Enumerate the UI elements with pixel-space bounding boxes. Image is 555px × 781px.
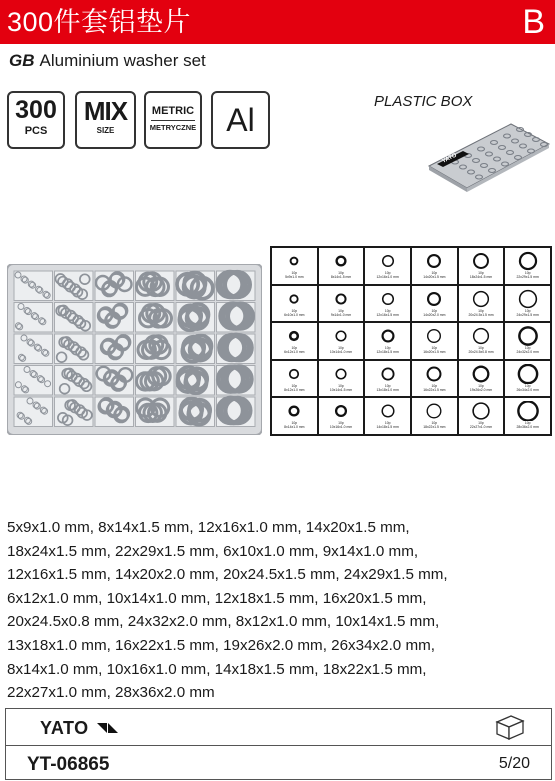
washer-icon bbox=[506, 251, 550, 271]
cell-quantity: 10p bbox=[291, 421, 298, 426]
size-chart-cell bbox=[412, 398, 457, 434]
cell-quantity: 10p bbox=[524, 271, 531, 275]
cell-quantity: 10p bbox=[338, 308, 344, 313]
size-chart-cell bbox=[412, 248, 457, 284]
size-chart-cell bbox=[272, 361, 317, 397]
cell-quantity: 10p bbox=[478, 346, 484, 351]
cell-size-label: 8x14x1.5 mm bbox=[330, 275, 352, 279]
cell-quantity: 10p bbox=[478, 383, 484, 388]
cell-quantity: 10p bbox=[338, 421, 344, 426]
cell-size-label: 16x22x1.5 mm bbox=[423, 387, 446, 392]
description-line: 5x9x1.0 mm, 8x14x1.5 mm, 12x16x1.0 mm, 14x20x1.5 mm, bbox=[7, 519, 410, 536]
cell-quantity: 10p bbox=[431, 383, 438, 388]
size-chart-cell bbox=[459, 248, 504, 284]
cell-quantity: 10p bbox=[338, 271, 344, 275]
cell-quantity: 10p bbox=[291, 346, 298, 351]
cell-size-label: 8x14x1.0 mm bbox=[284, 425, 305, 430]
description-line: 8x14x1.0 mm, 10x16x1.0 mm, 14x18x1.5 mm, 18x22x1.5 mm, bbox=[7, 660, 427, 678]
cell-size-label: 26x34x2.0 mm bbox=[516, 387, 539, 392]
washer-icon bbox=[506, 401, 550, 421]
plastic-box-label: PLASTIC BOX bbox=[374, 93, 473, 110]
washer-icon bbox=[272, 289, 316, 309]
washer-icon bbox=[459, 401, 503, 421]
cell-size-label: 24x29x1.5 mm bbox=[516, 312, 539, 317]
washer-icon bbox=[412, 401, 456, 421]
cell-size-label: 28x36x2.0 mm bbox=[516, 425, 539, 430]
cell-size-label: 14x20x1.5 mm bbox=[423, 275, 446, 279]
brand-name: YATO bbox=[40, 718, 89, 738]
description-line: 18x24x1.5 mm, 22x29x1.5 mm, 6x10x1.0 mm, 9x14x1.0 mm, bbox=[7, 542, 419, 560]
size-chart-cell bbox=[365, 286, 410, 322]
cell-size-label: 16x20x1.5 mm bbox=[423, 350, 446, 355]
description-line: 22x27x1.0 mm, 28x36x2.0 mm bbox=[7, 684, 215, 702]
plastic-box-image bbox=[425, 118, 553, 192]
size-chart-grid bbox=[272, 248, 550, 434]
badge-metric-divider bbox=[151, 120, 195, 121]
cell-size-label: 10x14x1.5 mm bbox=[329, 387, 353, 392]
size-chart-cell bbox=[365, 398, 410, 434]
cell-quantity: 10p bbox=[478, 308, 484, 313]
page-number: 5/20 bbox=[498, 755, 530, 772]
washer-icon bbox=[506, 326, 550, 346]
cell-size-label: 10x14x1.0 mm bbox=[329, 350, 353, 355]
badge-metric-top: METRIC bbox=[151, 105, 195, 117]
cell-size-label: 20x24.5x1.5 mm bbox=[468, 312, 494, 317]
washer-icon bbox=[412, 289, 456, 309]
badge-mix-main: MIX bbox=[83, 96, 128, 126]
size-chart bbox=[270, 246, 552, 436]
language-code: GB bbox=[9, 51, 35, 70]
cell-quantity: 10p bbox=[384, 383, 391, 388]
cell-quantity: 10p bbox=[338, 383, 344, 388]
box-icon bbox=[495, 714, 525, 740]
cell-size-label: 14x18x1.5 mm bbox=[376, 425, 399, 430]
washer-icon bbox=[459, 251, 503, 271]
tray-compartment bbox=[14, 303, 53, 333]
cell-quantity: 10p bbox=[384, 346, 391, 351]
washer-icon bbox=[319, 401, 363, 421]
badge-metric bbox=[144, 91, 202, 149]
washer-icon bbox=[366, 364, 410, 384]
size-chart-cell bbox=[505, 398, 550, 434]
plastic-box-brand: YATO bbox=[441, 152, 458, 165]
cell-size-label: 9x14x1.0 mm bbox=[330, 312, 352, 317]
cell-size-label: 14x20x2.0 mm bbox=[423, 312, 446, 317]
badge-quantity-value: 300 bbox=[15, 96, 57, 124]
size-chart-cell bbox=[319, 361, 364, 397]
size-chart-cell bbox=[272, 323, 317, 359]
cell-quantity: 10p bbox=[478, 421, 484, 426]
cell-quantity: 10p bbox=[431, 271, 438, 275]
size-chart-cell bbox=[412, 361, 457, 397]
cell-quantity: 10p bbox=[431, 346, 438, 351]
washer-icon bbox=[272, 251, 316, 271]
cell-size-label: 10x16x1.0 mm bbox=[329, 425, 353, 430]
size-chart-cell bbox=[505, 323, 550, 359]
size-chart-cell bbox=[459, 398, 504, 434]
badge-metric-bottom: METRYCZNE bbox=[149, 123, 197, 132]
badge-quantity-unit: PCS bbox=[24, 125, 48, 137]
size-chart-cell bbox=[459, 361, 504, 397]
washer-icon bbox=[272, 326, 316, 346]
cell-size-label: 12x18x1.5 mm bbox=[376, 350, 399, 355]
washer-icon bbox=[366, 326, 410, 346]
size-chart-cell bbox=[319, 248, 364, 284]
size-chart-cell bbox=[365, 323, 410, 359]
washer-icon bbox=[412, 251, 456, 271]
tray-compartment bbox=[14, 366, 53, 396]
washer-icon bbox=[319, 326, 363, 346]
washer-icon bbox=[459, 364, 503, 384]
cell-quantity: 10p bbox=[431, 308, 438, 313]
cell-size-label: 18x24x1.5 mm bbox=[469, 275, 493, 279]
cell-size-label: 22x27x1.0 mm bbox=[469, 425, 493, 430]
size-chart-cell bbox=[272, 398, 317, 434]
washer-icon bbox=[366, 251, 410, 271]
badge-mix bbox=[75, 91, 136, 149]
size-chart-cell bbox=[272, 286, 317, 322]
cell-quantity: 10p bbox=[478, 271, 484, 275]
cell-size-label: 20x24.5x0.8 mm bbox=[468, 350, 494, 355]
badge-material-symbol: Al bbox=[226, 102, 255, 138]
washer-icon bbox=[506, 289, 550, 309]
size-chart-cell bbox=[412, 286, 457, 322]
washer-icon bbox=[459, 289, 503, 309]
header-bar bbox=[0, 0, 555, 44]
washer-icon bbox=[459, 326, 503, 346]
washer-icon bbox=[319, 251, 363, 271]
size-chart-cell bbox=[505, 286, 550, 322]
sizes-description bbox=[7, 516, 448, 705]
washer-icon bbox=[412, 364, 456, 384]
page-title: 300件套铝垫片 bbox=[7, 7, 192, 37]
badge-mix-sub: SIZE bbox=[96, 126, 115, 135]
size-chart-cell bbox=[319, 398, 364, 434]
description-line: 13x18x1.0 mm, 16x22x1.5 mm, 19x26x2.0 mm, 26x34x2.0 mm, bbox=[7, 636, 435, 654]
badge-quantity bbox=[7, 91, 65, 149]
washer-icon bbox=[366, 401, 410, 421]
cell-quantity: 10p bbox=[384, 421, 391, 426]
yato-logo-icon bbox=[97, 719, 119, 740]
size-chart-cell bbox=[319, 286, 364, 322]
cell-quantity: 10p bbox=[524, 346, 531, 351]
section-letter: B bbox=[522, 3, 545, 41]
size-chart-cell bbox=[365, 248, 410, 284]
cell-size-label: 18x22x1.5 mm bbox=[423, 425, 446, 430]
cell-quantity: 10p bbox=[524, 383, 531, 388]
washer-icon bbox=[412, 326, 456, 346]
product-subtitle bbox=[9, 51, 206, 71]
tray-photo bbox=[7, 264, 262, 435]
cell-size-label: 13x18x1.0 mm bbox=[376, 387, 399, 392]
size-chart-cell bbox=[505, 361, 550, 397]
cell-size-label: 8x12x1.0 mm bbox=[284, 387, 305, 392]
cell-quantity: 10p bbox=[291, 308, 298, 313]
size-chart-cell bbox=[459, 323, 504, 359]
washer-icon bbox=[506, 364, 550, 384]
cell-size-label: 12x16x1.5 mm bbox=[376, 312, 399, 317]
product-name: Aluminium washer set bbox=[39, 51, 206, 70]
cell-quantity: 10p bbox=[291, 383, 298, 388]
cell-size-label: 22x29x1.5 mm bbox=[516, 275, 539, 279]
product-code: YT-06865 bbox=[27, 754, 110, 775]
washer-icon bbox=[319, 364, 363, 384]
cell-quantity: 10p bbox=[384, 308, 391, 313]
size-chart-cell bbox=[365, 361, 410, 397]
cell-quantity: 10p bbox=[338, 346, 344, 351]
size-chart-cell bbox=[272, 248, 317, 284]
cell-size-label: 6x10x1.0 mm bbox=[284, 312, 305, 317]
washer-icon bbox=[366, 289, 410, 309]
footer-brand bbox=[40, 718, 119, 740]
size-chart-cell bbox=[459, 286, 504, 322]
description-line: 20x24.5x0.8 mm, 24x32x2.0 mm, 8x12x1.0 mm, 10x14x1.5 mm, bbox=[7, 613, 440, 631]
cell-quantity: 10p bbox=[291, 271, 298, 275]
cell-quantity: 10p bbox=[431, 421, 438, 426]
washer-icon bbox=[272, 401, 316, 421]
description-line: 12x16x1.5 mm, 14x20x2.0 mm, 20x24.5x1.5 mm, 24x29x1.5 mm, bbox=[7, 566, 448, 584]
badge-material bbox=[211, 91, 270, 149]
cell-size-label: 12x16x1.0 mm bbox=[376, 275, 399, 279]
washer-icon bbox=[319, 289, 363, 309]
cell-size-label: 19x26x2.0 mm bbox=[469, 387, 493, 392]
cell-size-label: 6x12x1.0 mm bbox=[284, 350, 305, 355]
description-line: 6x12x1.0 mm, 10x14x1.0 mm, 12x18x1.5 mm, 16x20x1.5 mm, bbox=[7, 589, 427, 607]
cell-size-label: 5x9x1.0 mm bbox=[285, 275, 304, 279]
size-chart-cell bbox=[319, 323, 364, 359]
size-chart-cell bbox=[412, 323, 457, 359]
cell-quantity: 10p bbox=[524, 421, 531, 426]
cell-quantity: 10p bbox=[524, 308, 531, 313]
cell-size-label: 24x32x2.0 mm bbox=[516, 350, 539, 355]
washer-icon bbox=[272, 364, 316, 384]
size-chart-cell bbox=[505, 248, 550, 284]
cell-quantity: 10p bbox=[384, 271, 391, 275]
